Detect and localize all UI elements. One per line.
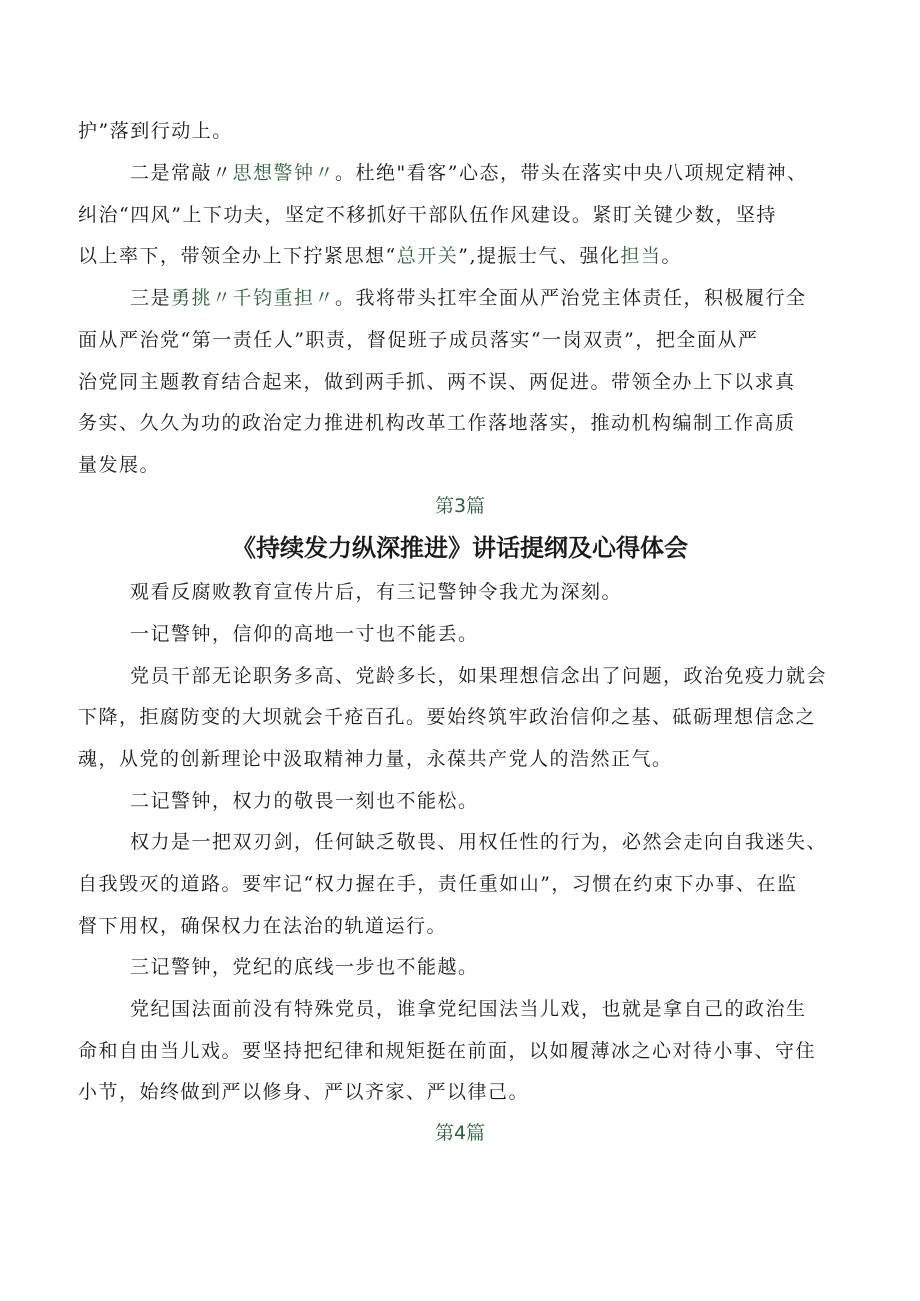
text-run: 。杜绝"看客”心态，带头在落实中央八项规定精神、 (335, 162, 808, 184)
paragraph-line: 治党同主题教育结合起来，做到两手抓、两不误、两促进。带领全办上下以求真 (78, 371, 796, 393)
text-run: 。 (661, 245, 683, 267)
paragraph-line (130, 161, 808, 185)
paragraph-line (78, 244, 682, 268)
section-heading: 第3篇 (434, 495, 486, 517)
paragraph-line: 命和自由当儿戏。要坚持把纪律和规矩挺在前面，以如履薄冰之心对待小事、守住 (78, 1040, 817, 1062)
text-run: ”,提振士气、强化 (458, 245, 621, 267)
paragraph-line: 面从严治党“第一责任人”职责，督促班子成员落实“一岗双责”，把全面从严 (78, 329, 759, 351)
paragraph-line: 小节，始终做到严以修身、严以齐家、严以律己。 (78, 1081, 530, 1103)
paragraph-line: 权力是一把双刃剑，任何缺乏敬畏、用权任性的行为，必然会走向自我迷失、 (130, 831, 828, 853)
paragraph-line: 党纪国法面前没有特殊党员，谁拿党纪国法当儿戏，也就是拿自己的政治生 (130, 998, 807, 1020)
text-run: 三是 (130, 287, 172, 309)
highlighted-text: 担当 (620, 245, 662, 267)
paragraph-line: 量发展。 (78, 454, 161, 476)
document-title: 《持续发力纵深推进》讲话提纲及心得体会 (232, 534, 688, 562)
text-run: 二是常敲〃 (130, 162, 233, 184)
paragraph-line: 护”落到行动上。 (78, 120, 233, 142)
paragraph-line: 下降，拒腐防变的大坝就会千疮百孔。要始终筑牢政治信仰之基、砥砺理想信念之 (78, 706, 817, 728)
paragraph-line: 务实、久久为功的政治定力推进机构改革工作落地落实，推动机构编制工作高质 (78, 412, 796, 434)
paragraph-line (130, 286, 807, 310)
highlighted-text: 思想警钟〃 (232, 162, 336, 184)
paragraph-line: 党员干部无论职务多高、党龄多长，如果理想信念出了问题，政治免疫力就会 (130, 665, 828, 687)
section-heading: 第4篇 (434, 1122, 486, 1144)
highlighted-text: 勇挑〃千钧重担〃 (171, 287, 336, 309)
text-run: 。我将带头扛牢全面从严治党主体责任，积极履行全 (335, 287, 807, 309)
text-run: 以上率下，带领全办上下拧紧思想“ (78, 245, 397, 267)
paragraph-line: 纠治“四风”上下功夫，坚定不移抓好干部队伍作风建设。紧盯关键少数，坚持 (78, 204, 777, 226)
paragraph-line: 二记警钟，权力的敬畏一刻也不能松。 (130, 790, 479, 812)
paragraph-line: 督下用权，确保权力在法治的轨道运行。 (78, 915, 448, 937)
highlighted-text: 总开关 (396, 245, 459, 267)
paragraph-line: 三记警钟，党纪的底线一步也不能越。 (130, 956, 479, 978)
paragraph-line: 一记警钟，信仰的高地一寸也不能丢。 (130, 623, 479, 645)
paragraph-line: 观看反腐败教育宣传片后，有三记警钟令我尤为深刻。 (130, 581, 623, 603)
paragraph-line: 魂，从党的创新理论中汲取精神力量，永葆共产党人的浩然正气。 (78, 748, 673, 770)
paragraph-line: 自我毁灭的道路。要牢记“权力握在手，责任重如山”，习惯在约束下办事、在监 (78, 873, 798, 895)
